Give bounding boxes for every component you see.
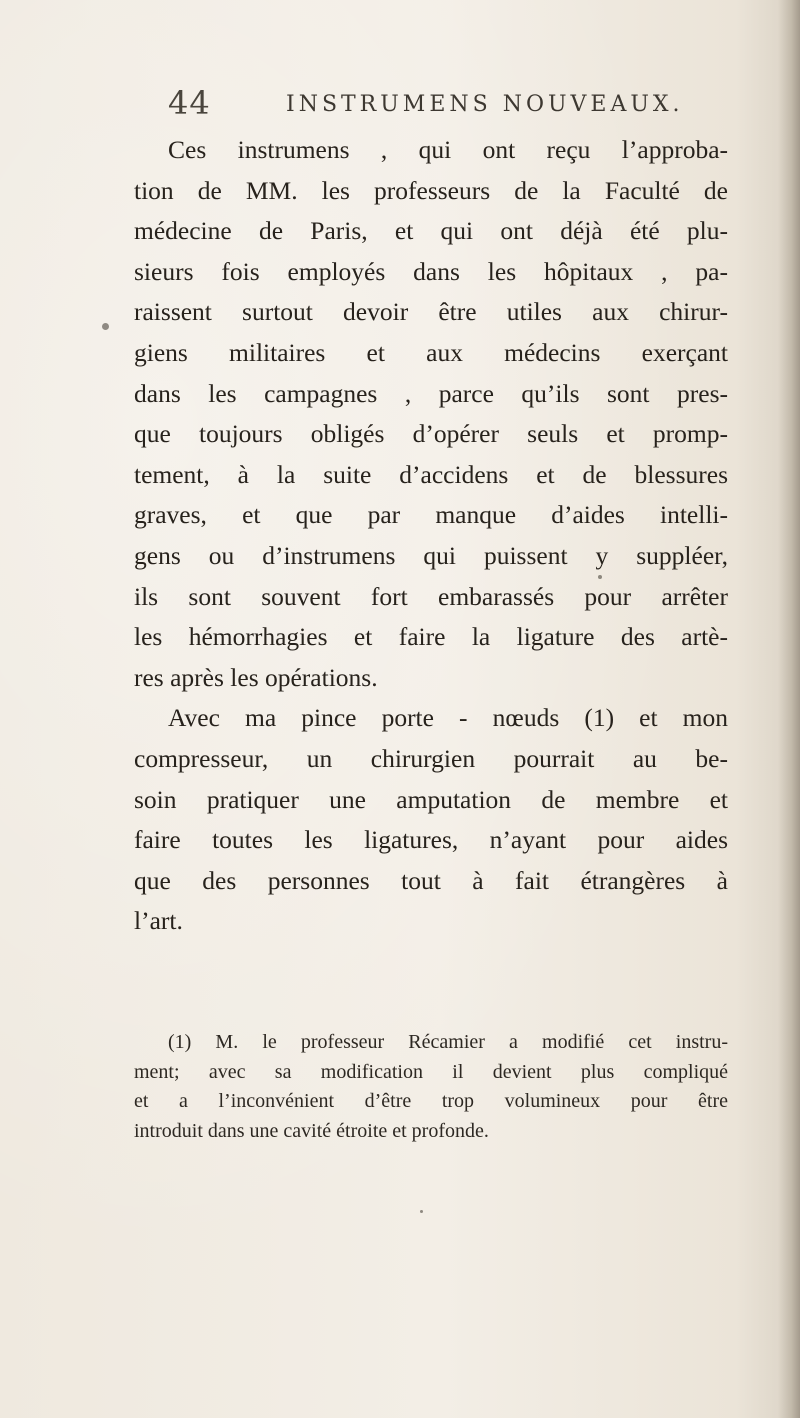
page-number: 44 bbox=[168, 84, 211, 122]
paper-speck bbox=[420, 1210, 423, 1213]
text-line: les hémorrhagies et faire la ligature des artè- bbox=[134, 622, 728, 652]
text-line: graves, et que par manque d’aides intelli- bbox=[134, 500, 728, 530]
text-line: gens ou d’instrumens qui puissent y suppléer, bbox=[134, 540, 728, 570]
text-line: sieurs fois employés dans les hôpitaux , pa- bbox=[134, 256, 728, 286]
text-line: ils sont souvent fort embarassés pour arrêter bbox=[134, 581, 728, 611]
footnote bbox=[134, 1028, 728, 1146]
text-line: raissent surtout devoir être utiles aux chirur- bbox=[134, 297, 728, 327]
text-line: faire toutes les ligatures, n’ayant pour aides bbox=[134, 825, 728, 855]
text-line: que toujours obligés d’opérer seuls et promp- bbox=[134, 419, 728, 449]
running-head: INSTRUMENS NOUVEAUX. bbox=[286, 92, 684, 117]
text-line: l’art. bbox=[134, 906, 183, 936]
footnote-line: ment; avec sa modification il devient plus compliqué bbox=[134, 1060, 728, 1083]
text-line: tement, à la suite d’accidens et de blessures bbox=[134, 459, 728, 489]
paper-speck bbox=[102, 323, 109, 330]
text-line: giens militaires et aux médecins exerçant bbox=[134, 337, 728, 367]
text-line: Avec ma pince porte - nœuds (1) et mon bbox=[168, 703, 728, 733]
text-line: soin pratiquer une amputation de membre et bbox=[134, 784, 728, 814]
text-line: compresseur, un chirurgien pourrait au be- bbox=[134, 743, 728, 773]
page-edge-shadow bbox=[778, 0, 800, 1418]
text-line: dans les campagnes , parce qu’ils sont pres- bbox=[134, 378, 728, 408]
paper-speck bbox=[598, 575, 602, 579]
footnote-line: introduit dans une cavité étroite et profonde. bbox=[134, 1119, 489, 1142]
page-header bbox=[168, 84, 688, 128]
footnote-line: (1) M. le professeur Récamier a modifié cet instru- bbox=[168, 1031, 728, 1053]
main-text bbox=[134, 130, 728, 942]
text-line: Ces instrumens , qui ont reçu l’approba- bbox=[168, 135, 728, 164]
text-line: res après les opérations. bbox=[134, 662, 378, 692]
text-line: que des personnes tout à fait étrangères à bbox=[134, 865, 728, 895]
text-line: tion de MM. les professeurs de la Faculté de bbox=[134, 175, 728, 205]
text-line: médecine de Paris, et qui ont déjà été plu- bbox=[134, 216, 728, 246]
footnote-line: et a l’inconvénient d’être trop volumineux pour être bbox=[134, 1090, 728, 1112]
